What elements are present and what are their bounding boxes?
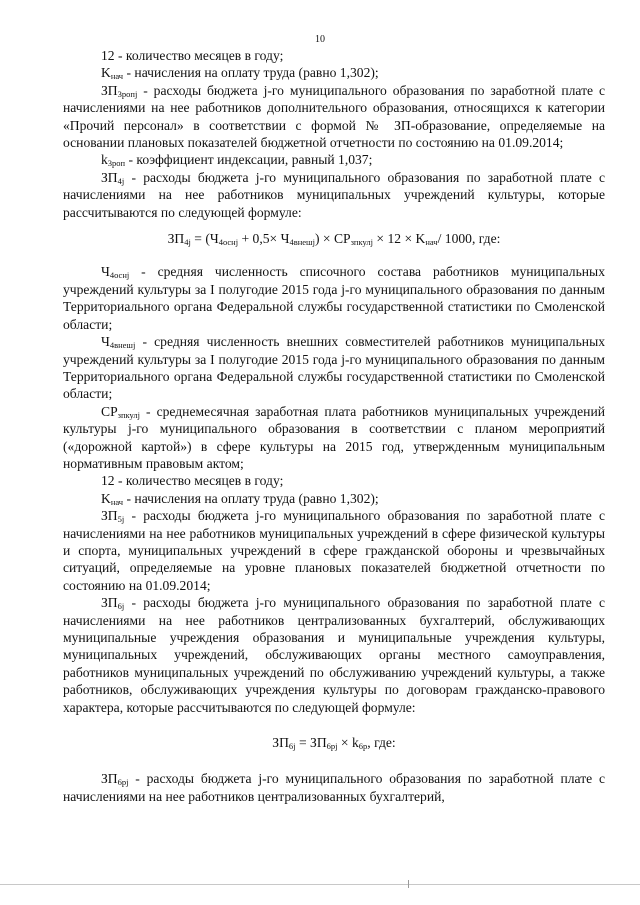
scan-edge-line [0, 884, 640, 885]
formula-zp4j: $ЗП_{4j} = (Ч_{4оснj} + 0,5\times Ч_{4внешj}) \times СР_{зпкулj} \times 12 \times K_{нач}/$ 1000, где: [167, 231, 501, 248]
document-body [63, 47, 605, 805]
paragraph-k-nach-2: $K_{нач}$ - начисления на оплату труда (равно 1,302); [101, 490, 379, 507]
paragraph-zp5j: $ЗП_{5j}$ - расходы бюджета j-го муниципального образования по заработной плате с начислениями на нее работников муниципальных учреждений в сфере физической культуры и спорта, муниципальных учреждений в сфере гражданской обороны и чрезвычайных ситуаций, определяемые на уровне плановых показателей бюджетной отчетности по состоянию на 01.09.2014; [63, 508, 605, 593]
page-number: 10 [315, 34, 325, 45]
paragraph-zp6rj: $ЗП_{6рj}$ - расходы бюджета j-го муниципального образования по заработной плате с начислениями на нее работников централизованных бухгалтерий, [63, 771, 605, 804]
paragraph-zp6j: $ЗП_{6j}$ - расходы бюджета j-го муниципального образования по заработной плате с начислениями на нее работников централизованных бухгалтерий, обслуживающих муниципальные учреждения образования и муниципальные учреждения культуры, муниципальных учреждений, обслуживающих органы местного самоуправления, работников муниципальных учреждений по обслуживанию учреждений культуры, а также работников, обслуживающих учреждения культуры по договорам гражданско-правового характера, которые рассчитываются по следующей формуле: [63, 595, 605, 715]
paragraph-ch4osnj: $Ч_{4оснj}$ - средняя численность списочного состава работников муниципальных учреждений культуры за I полугодие 2015 года j-го муниципального образования по данным Территориального органа Федеральной службы государственной статистики по Смоленской области; [63, 264, 605, 332]
formula-zp6j: $ЗП_{6j} = ЗП_{6рj} \times k_{6р}$, где: [272, 735, 396, 752]
paragraph-zp4j: $ЗП_{4j}$ - расходы бюджета j-го муниципального образования по заработной плате с начислениями на нее работников муниципальных учреждений культуры, которые рассчитываются по следующей формуле: [63, 169, 605, 220]
paragraph-zp3ropj: $ЗП_{3ропj}$ - расходы бюджета j-го муниципального образования по заработной плате с начислениями на нее работников дополнительного образования, относящихся к категории «Прочий персонал» в соответствии с формой № ЗП-образование, определяемые на основании плановых показателей бюджетной отчетности по состоянию на 01.09.2014; [63, 82, 605, 151]
paragraph-k-nach: $K_{нач}$ - начисления на оплату труда (равно 1,302); [101, 65, 379, 82]
paragraph-k3rop: $k_{3роп}$ - коэффициент индексации, равный 1,037; [101, 152, 373, 169]
paragraph-months: 12 - количество месяцев в году; [101, 48, 284, 63]
scan-edge-tick [408, 880, 409, 888]
paragraph-sr-zpkulj: $СР_{зпкулj}$ - среднемесячная заработная плата работников муниципальных учреждений культуры j-го муниципального образования в соответствии с планом мероприятий («дорожной картой») в сфере культуры на 2015 год, утвержденным муниципальным нормативным правовым актом; [63, 403, 605, 471]
paragraph-months-2: 12 - количество месяцев в году; [101, 473, 284, 489]
paragraph-ch4vneshj: $Ч_{4внешj}$ - средняя численность внешних совместителей работников муниципальных учреждений культуры за I полугодие 2015 года j-го муниципального образования по данным Территориального органа Федеральной службы государственной статистики по Смоленской области; [63, 334, 605, 402]
